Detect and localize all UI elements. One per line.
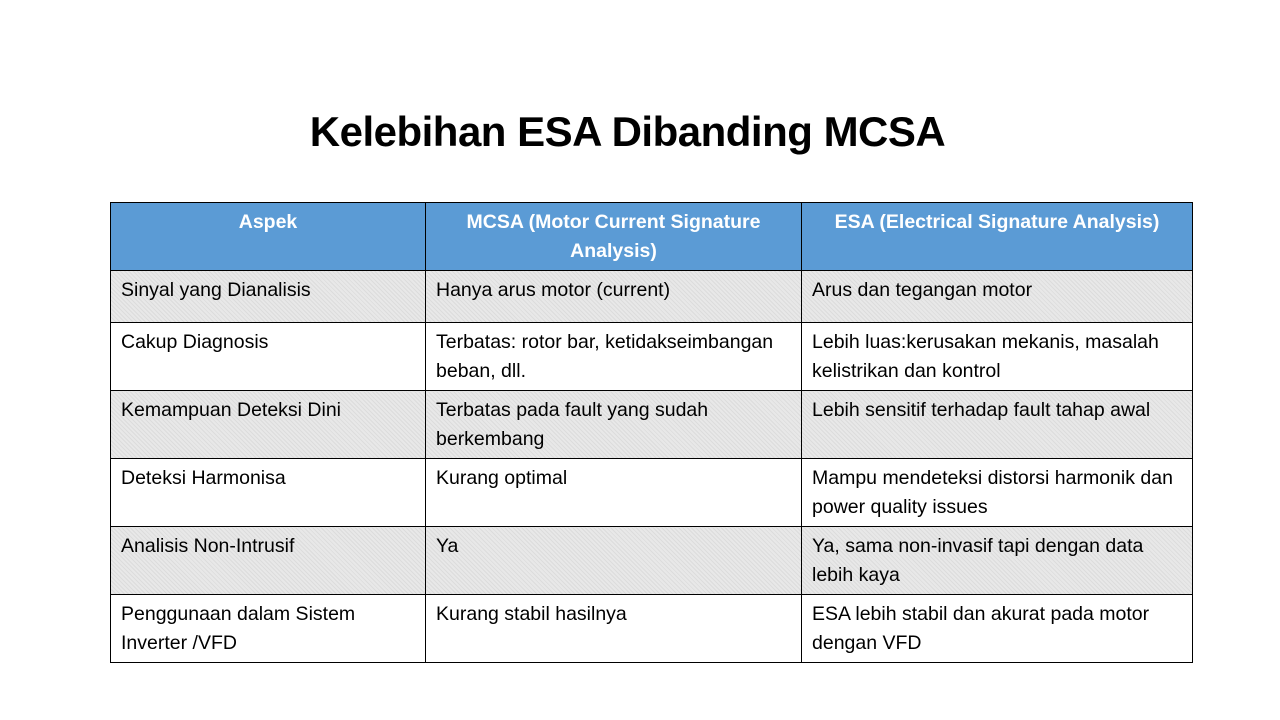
header-esa: ESA (Electrical Signature Analysis) — [802, 203, 1193, 271]
table-row — [111, 459, 1193, 527]
cell-mcsa: Kurang optimal — [426, 459, 802, 527]
cell-mcsa: Ya — [426, 527, 802, 595]
cell-esa: ESA lebih stabil dan akurat pada motor dengan VFD — [802, 595, 1193, 663]
table-header-row — [111, 203, 1193, 271]
cell-mcsa: Kurang stabil hasilnya — [426, 595, 802, 663]
table-row — [111, 391, 1193, 459]
cell-esa: Mampu mendeteksi distorsi harmonik dan power quality issues — [802, 459, 1193, 527]
table-row — [111, 595, 1193, 663]
cell-mcsa: Terbatas pada fault yang sudah berkembang — [426, 391, 802, 459]
cell-aspek: Deteksi Harmonisa — [111, 459, 426, 527]
header-aspek: Aspek — [111, 203, 426, 271]
cell-esa: Lebih luas:kerusakan mekanis, masalah kelistrikan dan kontrol — [802, 323, 1193, 391]
table-row — [111, 271, 1193, 323]
comparison-table — [110, 202, 1193, 663]
cell-esa: Arus dan tegangan motor — [802, 271, 1193, 323]
cell-aspek: Analisis Non-Intrusif — [111, 527, 426, 595]
cell-mcsa: Terbatas: rotor bar, ketidakseimbangan beban, dll. — [426, 323, 802, 391]
cell-esa: Ya, sama non-invasif tapi dengan data lebih kaya — [802, 527, 1193, 595]
cell-aspek: Kemampuan Deteksi Dini — [111, 391, 426, 459]
cell-mcsa: Hanya arus motor (current) — [426, 271, 802, 323]
cell-aspek: Penggunaan dalam Sistem Inverter /VFD — [111, 595, 426, 663]
slide-title: Kelebihan ESA Dibanding MCSA — [309, 108, 946, 155]
cell-aspek: Sinyal yang Dianalisis — [111, 271, 426, 323]
cell-esa: Lebih sensitif terhadap fault tahap awal — [802, 391, 1193, 459]
cell-aspek: Cakup Diagnosis — [111, 323, 426, 391]
header-mcsa: MCSA (Motor Current Signature Analysis) — [426, 203, 802, 271]
table-row — [111, 527, 1193, 595]
table-row — [111, 323, 1193, 391]
